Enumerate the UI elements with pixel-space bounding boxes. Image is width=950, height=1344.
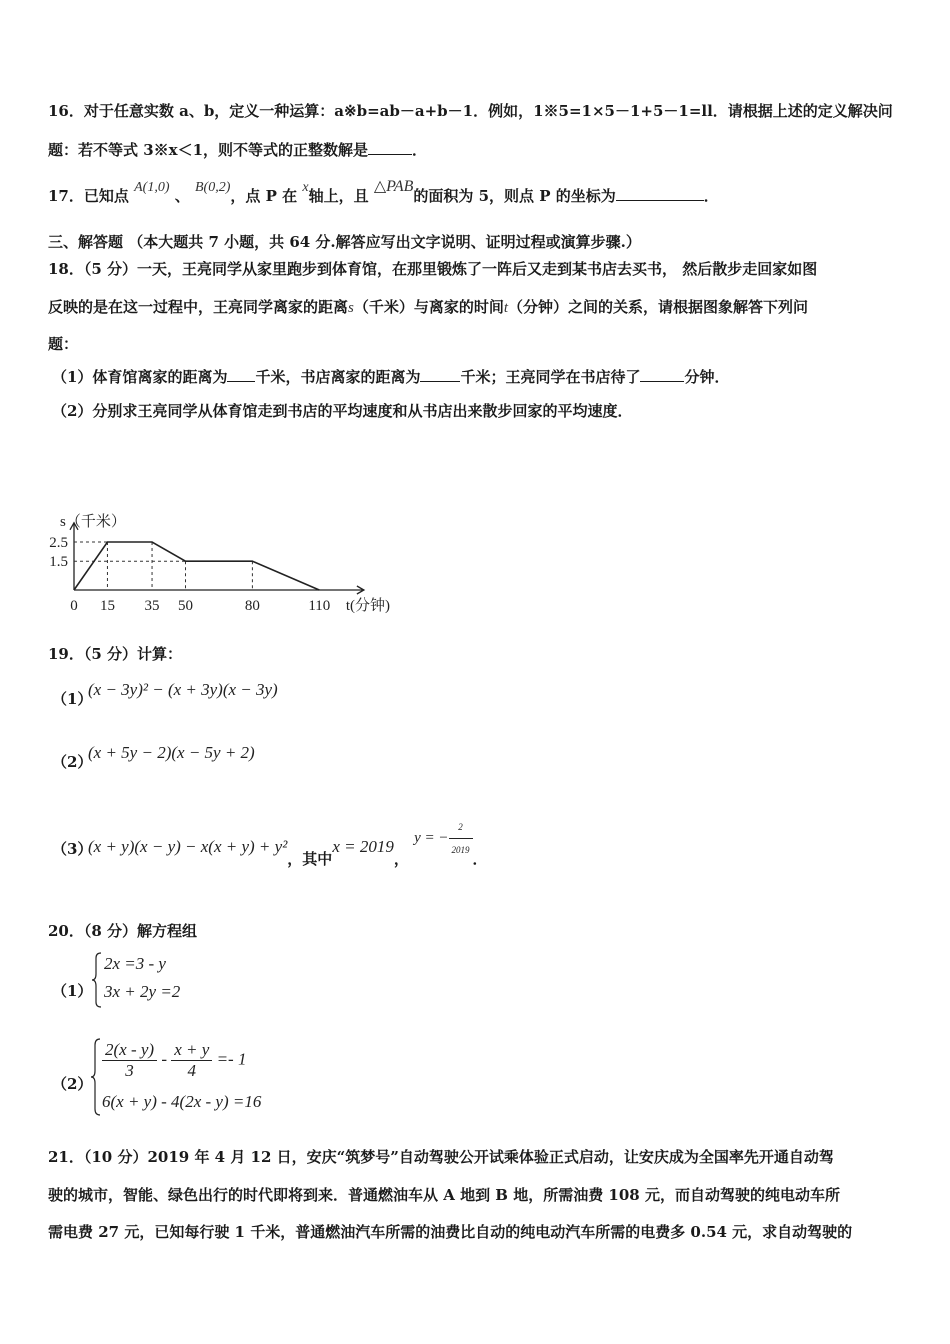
q18-text-a: 反映的是在这一过程中，王亮同学离家的距离	[48, 298, 349, 316]
q19-part2-expr: (x + 5y − 2)(x − 5y + 2)	[88, 743, 255, 762]
q19-part1-label: （1）	[52, 690, 93, 708]
q19-y-den: 2019	[451, 845, 470, 855]
q19-part3-label: （3）	[52, 840, 93, 858]
q18-sub1-c: 千米；王亮同学在书店待了	[460, 368, 641, 386]
q18-line2	[48, 296, 808, 319]
x-tick-label: 110	[308, 598, 331, 614]
q20-frac2-num: x + y	[171, 1040, 212, 1061]
x-tick-label: 80	[244, 598, 260, 614]
q19-title: 19．（5 分）计算：	[48, 645, 183, 663]
q21-line2: 驶的城市，智能、绿色出行的时代即将到来．普通燃油车从 A 地到 B 地，所需油费 108 元，而自动驾驶的纯电动车所	[48, 1186, 840, 1204]
chart-ticks	[49, 513, 390, 614]
q18-sub1	[52, 366, 730, 388]
q18-text-b: （千米）与离家的时间	[353, 298, 504, 316]
var-t: t	[503, 300, 509, 316]
q19-y-fraction	[449, 816, 473, 861]
q18-sub1-d: 分钟．	[684, 368, 730, 386]
chart-series	[74, 542, 319, 590]
q18-line1: 18．（5 分）一天，王亮同学从家里跑步到体育馆，在那里锻炼了一阵后又走到某书店去买书， 然后散步走回家如图	[48, 260, 818, 278]
q17-text-4: 的面积为 5，则点 P 的坐标为	[413, 187, 616, 205]
point-a: A(1,0)	[134, 180, 170, 195]
q19-part3-line	[88, 822, 488, 871]
q17-end: ．	[703, 187, 719, 205]
q19-part3-y	[414, 822, 472, 855]
system-brace-2	[90, 1038, 102, 1116]
q20-frac2-den: 4	[187, 1061, 197, 1080]
system-brace-1	[91, 952, 103, 1008]
q20-part1-label: （1）	[52, 982, 93, 1000]
q18-text-c: （分钟）之间的关系，请根据图象解答下列问	[508, 298, 809, 316]
q17-sep: 、	[174, 187, 190, 205]
q20-frac-2	[171, 1040, 212, 1081]
q19-part3-end: ．	[472, 849, 488, 868]
q17-line	[48, 178, 719, 209]
x-tick-label: 50	[178, 598, 193, 614]
answer-blank	[640, 367, 684, 382]
x-axis-var: x	[302, 180, 309, 195]
section-heading: 三、解答题 （本大题共 7 小题，共 64 分.解答应写出文字说明、证明过程或演算步骤.）	[48, 233, 641, 251]
x-tick-label: 35	[144, 598, 160, 614]
x-axis-label: t(分钟)	[345, 598, 391, 614]
q20-frac1-num: 2(x - y)	[102, 1040, 157, 1061]
q21-line1: 21．（10 分）2019 年 4 月 12 日，安庆“筑梦号”自动驾驶公开试乘体验正式启动，让安庆成为全国率先开通自动驾	[48, 1148, 834, 1166]
q18-sub1-b: 千米，书店离家的距离为	[255, 368, 421, 386]
q21-line3: 需电费 27 元，已知每行驶 1 千米，普通燃油汽车所需的油费比自动的纯电动汽车所需的电费多 0.54 元，求自动驾驶的	[48, 1223, 853, 1241]
q16-line1: 16．对于任意实数 a、b，定义一种运算：a※b=ab－a+b－1．例如，1※5=1×5－1+5－1=ll．请根据上述的定义解决问	[48, 102, 893, 120]
chart-axes	[70, 523, 364, 594]
q19-part3-x: x = 2019	[332, 836, 394, 856]
answer-blank	[616, 186, 704, 201]
q18-line3: 题：	[48, 335, 79, 353]
q20-frac-1	[102, 1040, 157, 1081]
triangle-pab: △PAB	[373, 178, 414, 195]
y-tick-label: 2.5	[49, 535, 68, 551]
q20-p1-eq1: 2x =3 - y	[104, 954, 166, 973]
q19-y-num: 2	[449, 816, 473, 839]
answer-blank	[368, 140, 412, 155]
q20-p2-eq1	[102, 1040, 246, 1081]
q19-part3-expr: (x + y)(x − y) − x(x + y) + y²	[88, 836, 288, 856]
answer-blank	[227, 367, 255, 382]
q17-text-1: 17．已知点	[48, 187, 129, 205]
q20-title: 20．（8 分）解方程组	[48, 922, 198, 940]
q20-p2-eq2: 6(x + y) - 4(2x - y) =16	[102, 1092, 262, 1111]
q19-y-lhs: y = −	[414, 829, 449, 846]
y-tick-label: 1.5	[49, 554, 68, 571]
q17-text-2: ，点 P 在	[230, 187, 298, 205]
answer-blank	[420, 367, 460, 382]
q18-sub1-a: （1）体育馆离家的距离为	[52, 368, 228, 386]
point-b: B(0,2)	[194, 180, 231, 195]
x-tick-label: 0	[70, 598, 78, 614]
q19-part3-comma: ，	[393, 849, 409, 868]
x-tick-label: 15	[99, 598, 115, 614]
distance-line	[74, 542, 319, 590]
var-s: s	[348, 300, 354, 316]
q16-line2	[48, 139, 427, 161]
y-axis-label: s（千米）	[60, 513, 126, 530]
q19-part3-where: ，其中	[287, 849, 333, 868]
q20-part2-label: （2）	[52, 1075, 93, 1093]
q20-p1-eq2: 3x + 2y =2	[104, 982, 181, 1001]
q16-text: 题：若不等式 3※x＜1，则不等式的正整数解是	[48, 141, 369, 159]
q20-rhs: =- 1	[216, 1049, 247, 1069]
q20-frac1-den: 3	[125, 1061, 134, 1080]
distance-time-chart	[40, 428, 420, 628]
q17-text-3: 轴上，且	[308, 187, 369, 205]
q19-part2-label: （2）	[52, 753, 93, 771]
q19-part1-expr: (x − 3y)² − (x + 3y)(x − 3y)	[88, 680, 278, 699]
q18-sub2: （2）分别求王亮同学从体育馆走到书店的平均速度和从书店出来散步回家的平均速度．	[52, 402, 633, 420]
q20-minus: -	[161, 1049, 167, 1069]
q16-end: ．	[412, 141, 428, 159]
